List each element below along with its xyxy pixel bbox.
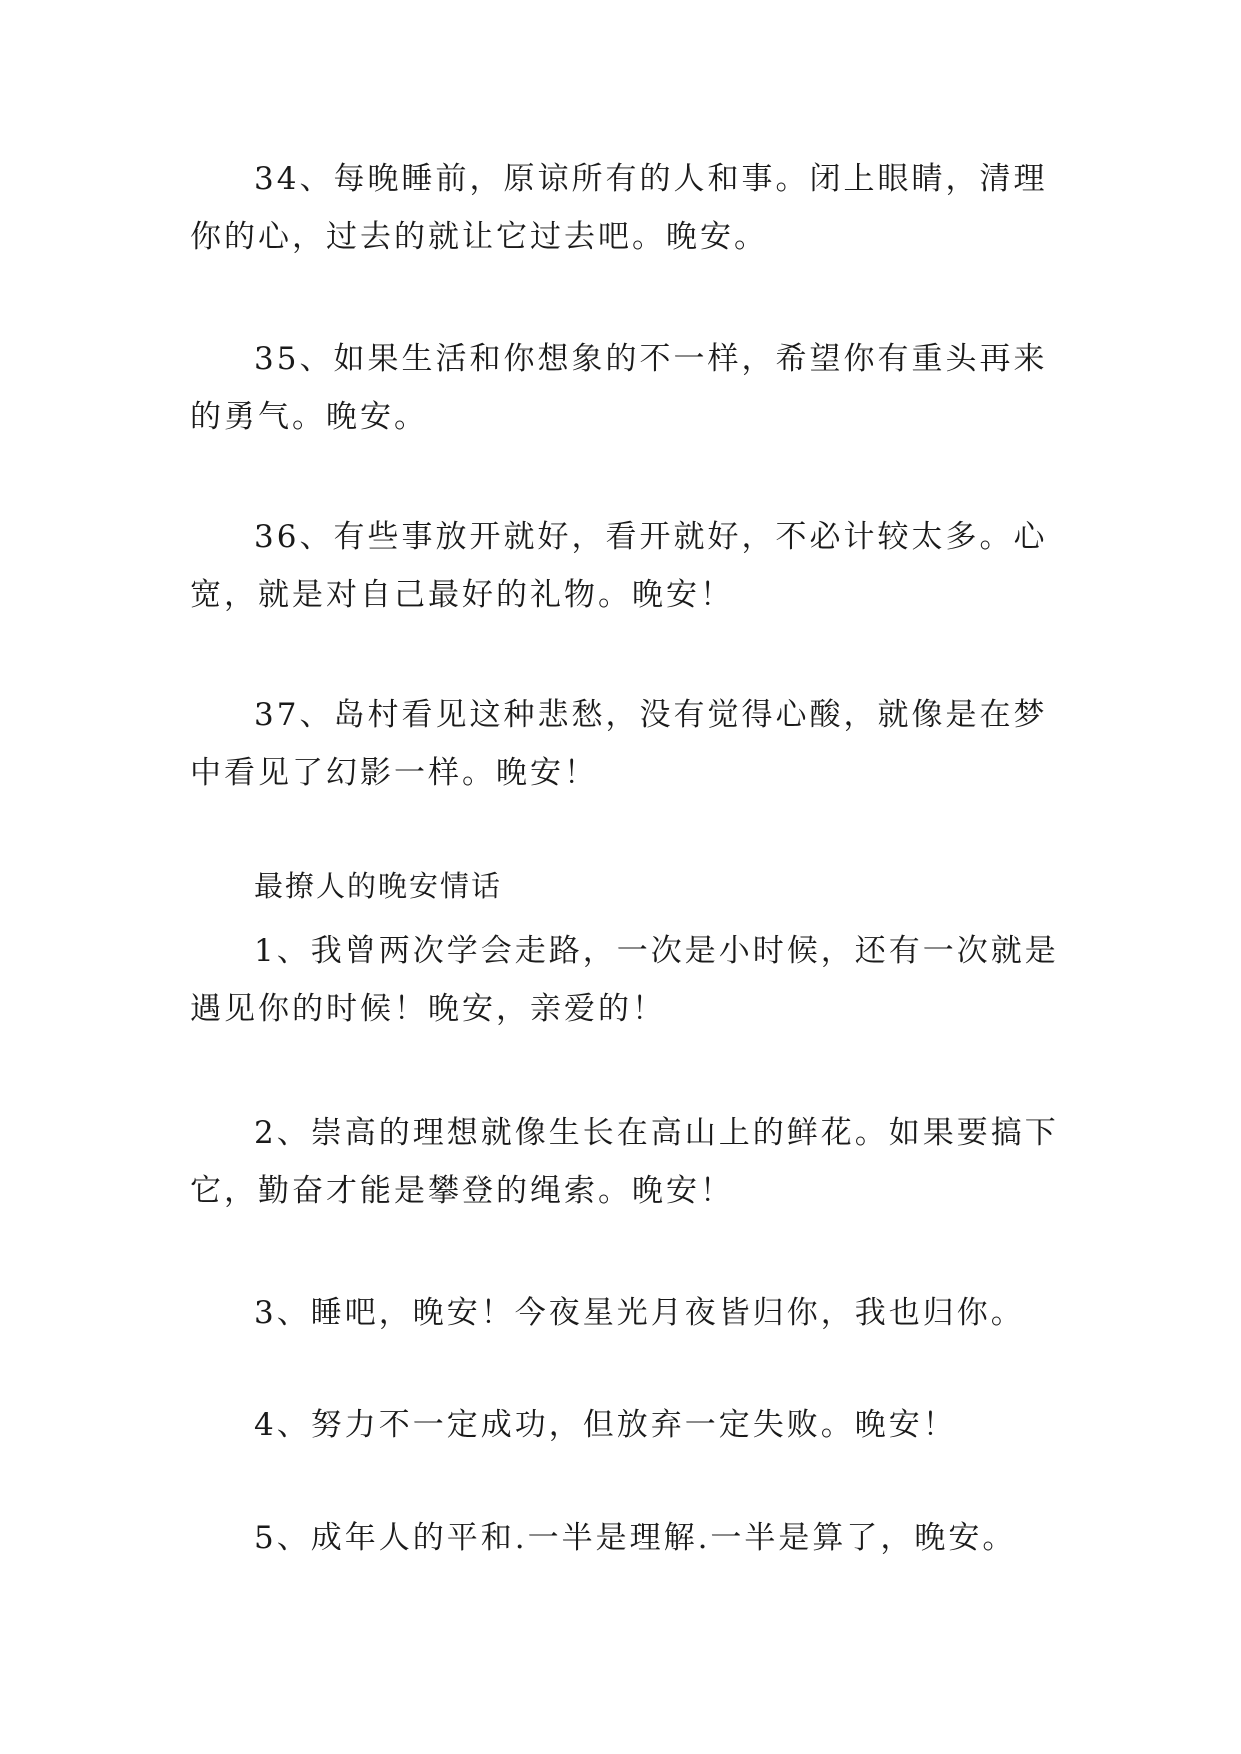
paragraph-3: 3、睡吧，晚安！今夜星光月夜皆归你，我也归你。 [254,1295,1025,1331]
paragraph-4: 4、努力不一定成功，但放弃一定失败。晚安！ [254,1407,957,1443]
paragraph-2: 2、崇高的理想就像生长在高山上的鲜花。如果要搞下它，勤奋才能是攀登的绳索。晚安！ [190,1115,1059,1209]
paragraph-36: 36、有些事放开就好，看开就好，不必计较太多。心宽，就是对自己最好的礼物。晚安！ [190,519,1048,613]
paragraph-34: 34、每晚睡前，原谅所有的人和事。闭上眼睛，清理你的心，过去的就让它过去吧。晚安。 [190,161,1048,255]
paragraph-37: 37、岛村看见这种悲愁，没有觉得心酸，就像是在梦中看见了幻影一样。晚安！ [190,697,1048,791]
paragraph-5: 5、成年人的平和.一半是理解.一半是算了，晚安。 [254,1520,1017,1556]
paragraph-1: 1、我曾两次学会走路，一次是小时候，还有一次就是遇见你的时候！晚安，亲爱的！ [190,933,1059,1027]
paragraph-35: 35、如果生活和你想象的不一样，希望你有重头再来的勇气。晚安。 [190,341,1048,435]
section-heading: 最撩人的晚安情话 [254,869,503,903]
